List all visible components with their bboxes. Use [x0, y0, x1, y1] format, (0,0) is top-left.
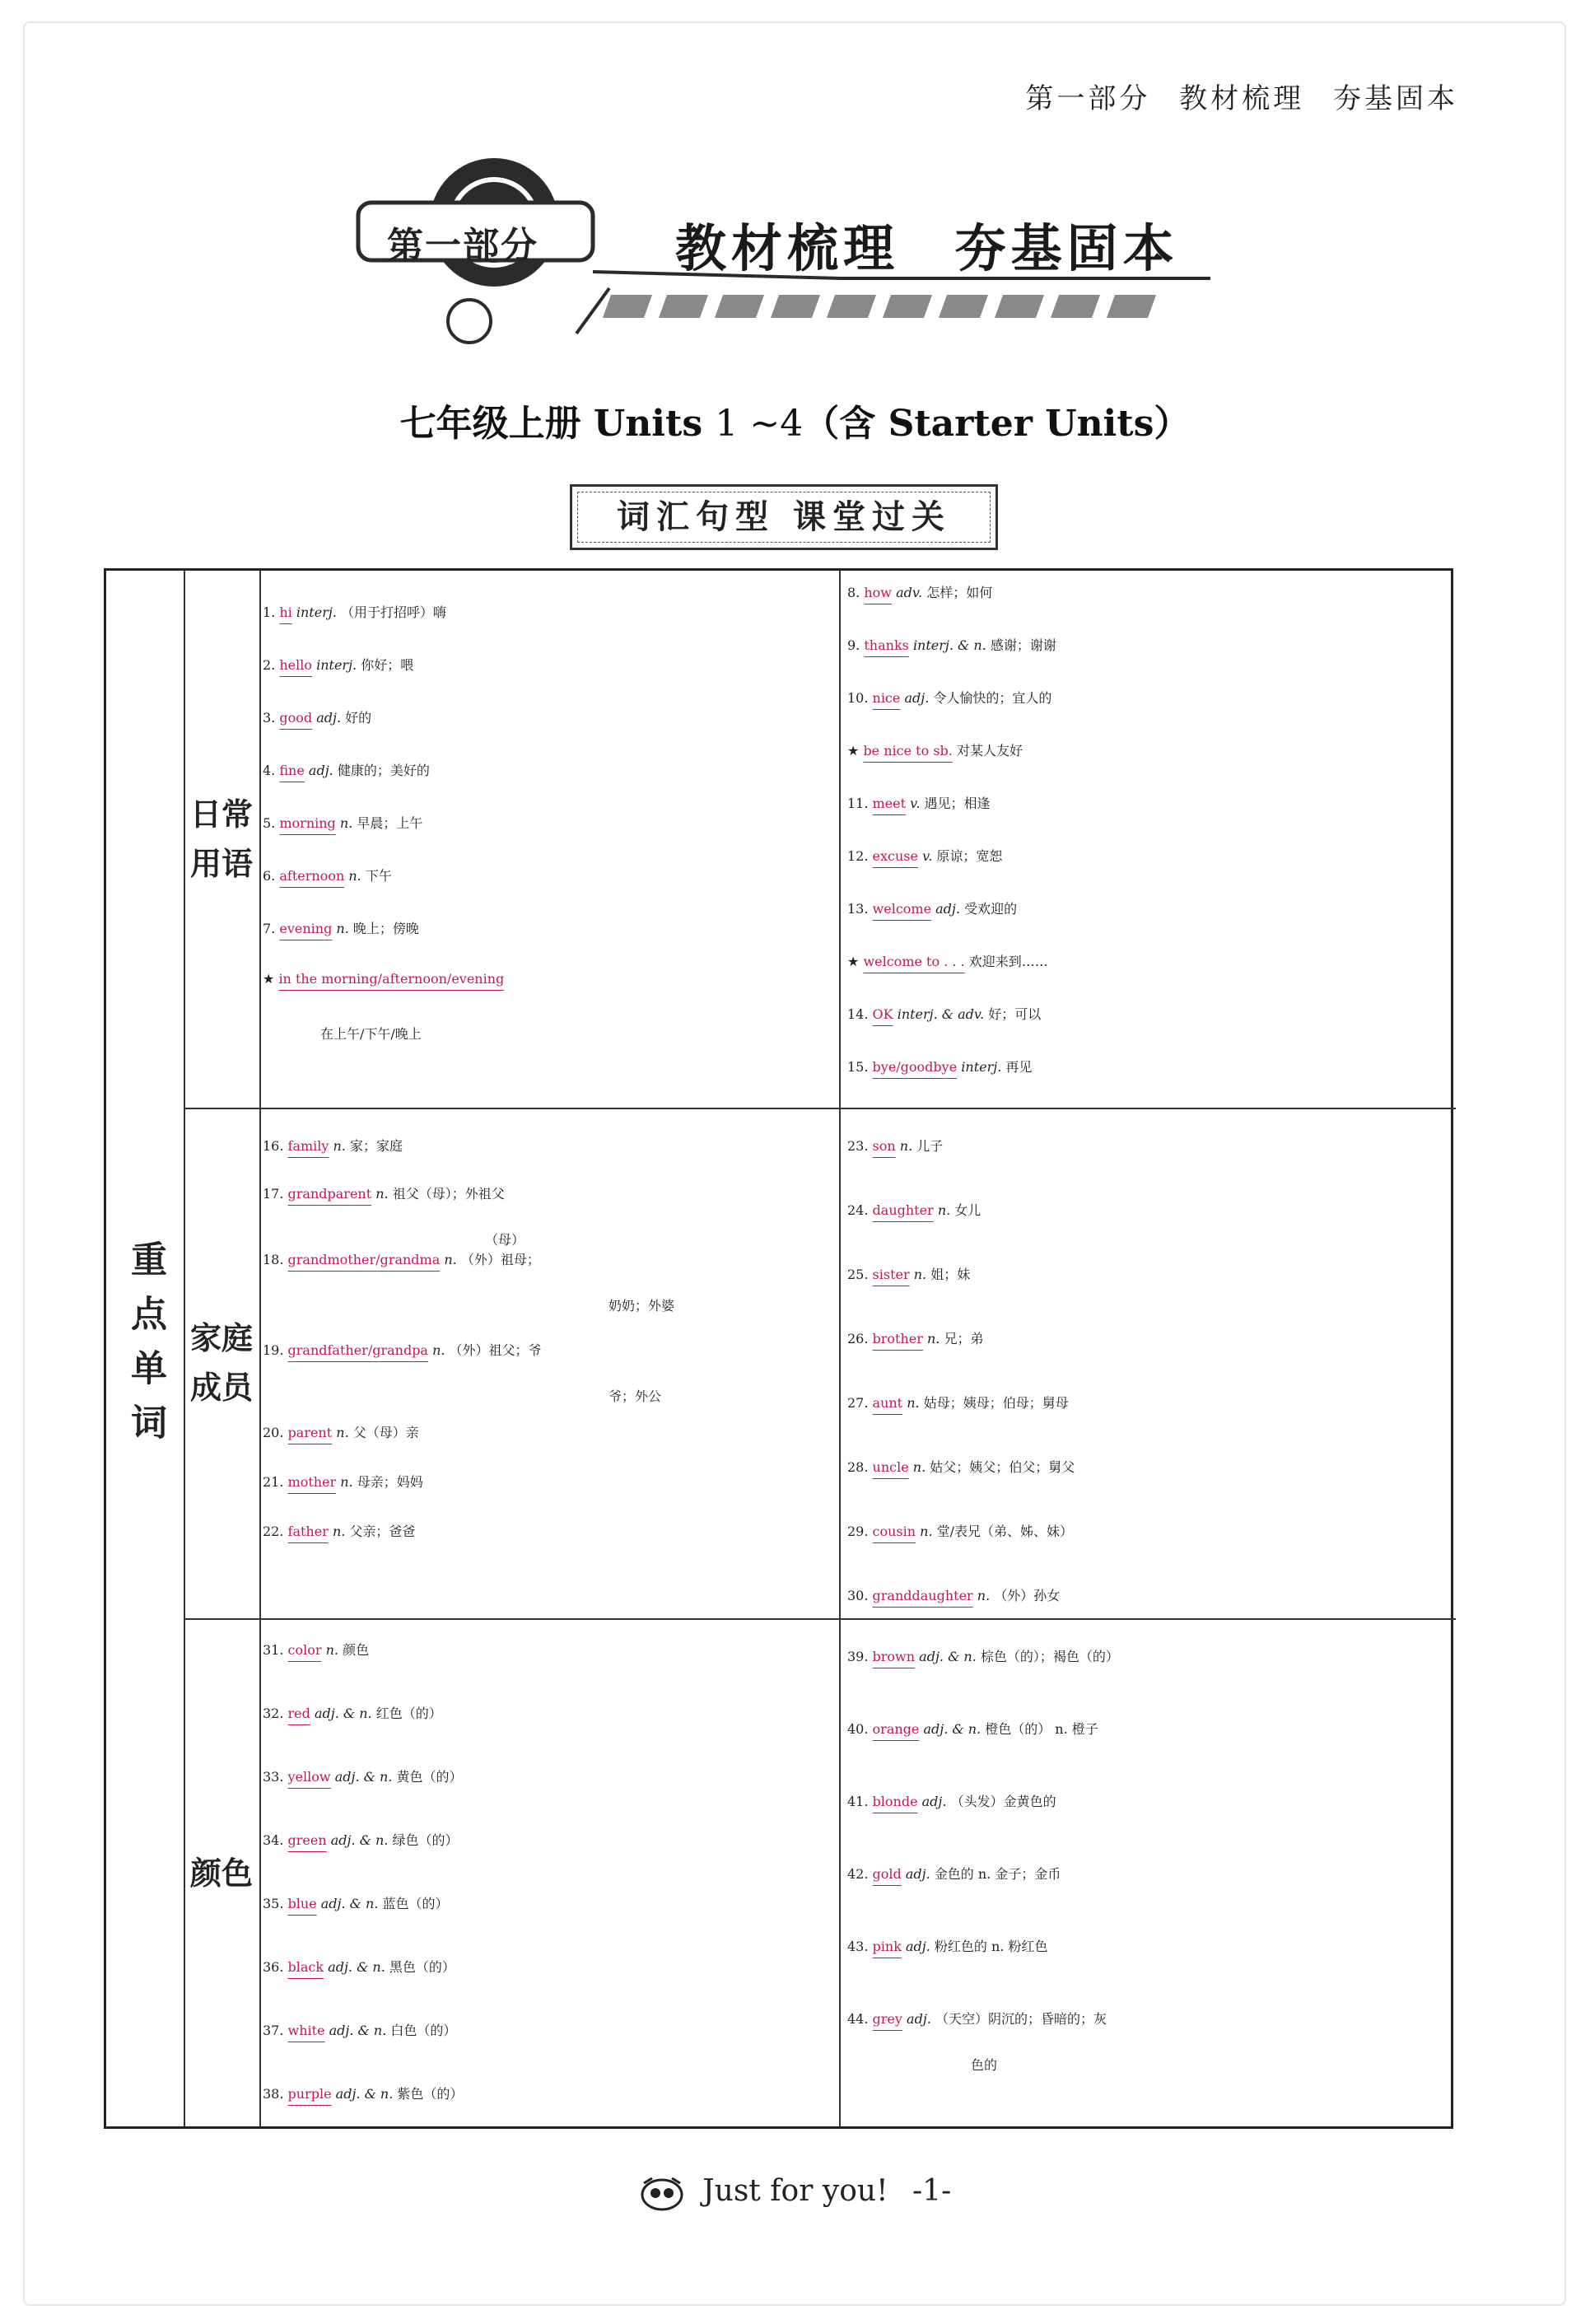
answer-word: brother — [872, 1331, 923, 1346]
entry-meaning: 健康的；美好的 — [337, 763, 430, 778]
entry-number: 19. — [263, 1342, 288, 1358]
answer-word: family — [287, 1138, 329, 1154]
entry-number: 9. — [847, 637, 865, 653]
left-entry — [263, 2084, 463, 2102]
right-entry — [847, 2009, 1107, 2028]
part-of-speech: n. — [336, 1425, 349, 1440]
entry-meaning: 颜色 — [343, 1642, 370, 1658]
right-entry — [847, 793, 991, 812]
left-entry — [263, 760, 430, 779]
entry-number: 20. — [263, 1425, 288, 1440]
entry-meaning: 姐；妹 — [930, 1267, 971, 1282]
part-of-speech: adj. & n. — [335, 2086, 394, 2102]
answer-word: excuse — [872, 848, 918, 864]
entry-meaning: 红色（的） — [375, 1706, 442, 1721]
vocabulary-table — [104, 568, 1453, 2129]
section-label — [184, 1618, 259, 2129]
entry-meaning: 姑母；姨母；伯母；舅母 — [923, 1395, 1069, 1411]
entry-number: 23. — [847, 1138, 873, 1154]
banner-stripes — [603, 295, 1156, 318]
entry-number: 25. — [847, 1267, 873, 1282]
part-of-speech: n. — [340, 1474, 353, 1490]
left-entry — [263, 918, 419, 937]
entry-meaning: （外）祖母； — [460, 1252, 540, 1267]
entry-number: 42. — [847, 1866, 873, 1882]
entry-number: 21. — [263, 1474, 288, 1490]
entry-number: 16. — [263, 1138, 288, 1154]
answer-word: uncle — [872, 1459, 909, 1475]
answer-word: parent — [287, 1425, 333, 1440]
part-of-speech: adj. & n. — [320, 1896, 379, 1911]
entry-number: ★ — [847, 954, 864, 969]
answer-word: OK — [872, 1006, 893, 1022]
right-entry — [847, 846, 1002, 865]
entry-meaning: 好；可以 — [988, 1006, 1042, 1022]
entry-number: 44. — [847, 2011, 873, 2027]
right-entry — [847, 1864, 1061, 1883]
part-of-speech: adj. — [316, 710, 342, 726]
subtitle-prefix: 七年级上册 Units — [399, 403, 716, 445]
entry-number: 12. — [847, 848, 873, 864]
left-entry — [263, 866, 392, 884]
entry-meaning: 好的 — [345, 710, 372, 726]
entry-meaning: 受欢迎的 — [964, 901, 1018, 917]
section-label-text: 颜色 — [189, 1855, 253, 1892]
main-category — [106, 571, 184, 2126]
entry-number: 43. — [847, 1939, 873, 1954]
answer-word: welcome to . . . — [863, 954, 965, 969]
answer-word: cousin — [872, 1524, 916, 1539]
entry-number: 13. — [847, 901, 873, 917]
part-of-speech: interj. — [961, 1059, 1002, 1075]
answer-word: white — [287, 2023, 325, 2038]
part-of-speech: adv. — [896, 585, 923, 600]
part-of-speech: interj. — [316, 657, 357, 673]
entry-number: 2. — [263, 657, 280, 673]
entry-continuation: 爷；外公 — [608, 1388, 662, 1404]
left-entry — [263, 2020, 456, 2039]
entry-number: 11. — [847, 796, 873, 811]
entry-number: 22. — [263, 1524, 288, 1539]
entry-meaning: 再见 — [1005, 1059, 1033, 1075]
answer-word: yellow — [287, 1769, 331, 1785]
entry-meaning: 姑父；姨父；伯父；舅父 — [930, 1459, 1075, 1475]
part-of-speech: adj. — [935, 901, 960, 917]
right-entry — [847, 1457, 1075, 1476]
entry-meaning: 感谢；谢谢 — [990, 637, 1056, 653]
right-entry — [847, 688, 1051, 707]
answer-word: fine — [279, 763, 305, 778]
left-entry — [263, 1183, 505, 1202]
part-of-speech: adj. — [921, 1794, 947, 1809]
right-entry — [847, 1646, 1119, 1665]
entry-continuation: （母） — [485, 1232, 525, 1248]
answer-word: color — [287, 1642, 322, 1658]
entry-continuation: 色的 — [971, 2057, 998, 2073]
answer-word: welcome — [872, 901, 932, 917]
entry-number: 14. — [847, 1006, 873, 1022]
left-entry — [263, 971, 504, 987]
answer-word: nice — [872, 690, 901, 706]
part-of-speech: n. — [927, 1331, 940, 1346]
entry-number: 35. — [263, 1896, 288, 1911]
left-entry — [263, 1703, 442, 1722]
left-entry — [263, 1830, 459, 1849]
entry-number: ★ — [263, 971, 279, 987]
answer-word: thanks — [864, 637, 909, 653]
answer-word: green — [287, 1832, 327, 1848]
right-entry — [847, 740, 1023, 759]
entry-number: 3. — [263, 710, 280, 726]
part-of-speech: n. — [375, 1186, 389, 1202]
entry-meaning: 遇见；相逢 — [924, 796, 991, 811]
entry-number: 7. — [263, 921, 280, 936]
answer-word: mother — [287, 1474, 337, 1490]
entry-meaning: 粉红色的 n. 粉红色 — [934, 1939, 1048, 1954]
answer-word: purple — [287, 2086, 332, 2102]
entry-meaning: 堂/表兄（弟、姊、妹） — [936, 1524, 1074, 1539]
entry-meaning: 怎样；如何 — [926, 585, 993, 600]
owl-logo-icon — [639, 2175, 685, 2211]
entry-meaning: 黄色（的） — [396, 1769, 463, 1785]
right-entry — [847, 1264, 970, 1283]
entry-number: 15. — [847, 1059, 873, 1075]
answer-word: hello — [279, 657, 312, 673]
left-entry — [263, 1766, 462, 1785]
part-of-speech: n. — [907, 1395, 920, 1411]
entry-number: 1. — [263, 604, 280, 620]
answer-word: grandfather/grandpa — [287, 1342, 428, 1358]
main-category-label: 重点单词 — [124, 1239, 166, 1458]
part-of-speech: n. — [339, 815, 353, 831]
entry-number: 5. — [263, 815, 280, 831]
part-of-speech: interj. & n. — [912, 637, 986, 653]
entry-number: 36. — [263, 1959, 288, 1975]
answer-word: grandparent — [287, 1186, 372, 1202]
entry-number: 26. — [847, 1331, 873, 1346]
entry-meaning: 兄；弟 — [944, 1331, 984, 1346]
entry-meaning: 欢迎来到…… — [968, 954, 1048, 969]
part-of-speech: adj. & n. — [314, 1706, 372, 1721]
entry-meaning: 母亲；妈妈 — [357, 1474, 423, 1490]
entry-meaning: 绿色（的） — [392, 1832, 459, 1848]
entry-meaning: 白色（的） — [390, 2023, 457, 2038]
entry-meaning: （头发）金黄色的 — [950, 1794, 1056, 1809]
entry-meaning: （外）祖父；爷 — [449, 1342, 542, 1358]
entry-meaning: 父（母）亲 — [352, 1425, 419, 1440]
entry-meaning: 原谅；宽恕 — [936, 848, 1003, 864]
section-label-text: 日常用语 — [189, 796, 253, 882]
entry-number: 10. — [847, 690, 873, 706]
entry-number: 38. — [263, 2086, 288, 2102]
entry-number: 27. — [847, 1395, 873, 1411]
right-entry — [847, 1057, 1032, 1076]
section-title: 教材梳理 夯基固本 — [675, 218, 1179, 278]
entry-number: 28. — [847, 1459, 873, 1475]
answer-word: evening — [279, 921, 333, 936]
part-of-speech: interj. & adv. — [897, 1006, 985, 1022]
answer-word: orange — [872, 1721, 920, 1737]
entry-continuation: 奶奶；外婆 — [608, 1298, 675, 1314]
left-entry — [263, 1957, 455, 1976]
part-of-speech: interj. — [296, 604, 337, 620]
part-of-speech: n. — [913, 1267, 927, 1282]
section-label — [184, 571, 259, 1108]
part-of-speech: adj. — [904, 690, 930, 706]
right-entry — [847, 898, 1017, 917]
entry-number: 32. — [263, 1706, 288, 1721]
right-entry — [847, 1936, 1047, 1955]
part-of-speech: n. — [333, 1138, 346, 1154]
left-entry — [263, 1340, 542, 1359]
answer-word: father — [287, 1524, 329, 1539]
answer-word: morning — [279, 815, 336, 831]
entry-number: 34. — [263, 1832, 288, 1848]
table-vline — [839, 571, 841, 2126]
part-of-speech: adj. & n. — [923, 1721, 982, 1737]
part-of-speech: adj. & n. — [334, 1769, 393, 1785]
entry-number: 17. — [263, 1186, 288, 1202]
part-of-speech: adj. & n. — [329, 2023, 387, 2038]
part-of-speech: adj. — [905, 1939, 930, 1954]
part-of-speech: n. — [332, 1524, 346, 1539]
entry-number: 33. — [263, 1769, 288, 1785]
section-badge — [570, 484, 998, 550]
entry-number: 41. — [847, 1794, 873, 1809]
entry-meaning: （用于打招呼）嗨 — [340, 604, 446, 620]
entry-meaning: 儿子 — [916, 1138, 944, 1154]
left-entry — [263, 1422, 419, 1441]
entry-number: 30. — [847, 1588, 873, 1603]
entry-meaning: 蓝色（的） — [382, 1896, 449, 1911]
right-entry — [847, 635, 1056, 654]
part-of-speech: adj. — [308, 763, 333, 778]
answer-word: pink — [872, 1939, 902, 1954]
answer-word: blue — [287, 1896, 317, 1911]
answer-word: afternoon — [279, 868, 345, 884]
entry-meaning: 父亲；爸爸 — [349, 1524, 416, 1539]
entry-meaning: 对某人友好 — [956, 743, 1023, 758]
section-divider — [184, 1618, 1456, 1620]
entry-meaning: 橙色（的） n. 橙子 — [985, 1721, 1098, 1737]
part-of-speech: adj. — [907, 2011, 931, 2027]
right-entry — [847, 582, 992, 601]
answer-word: grey — [872, 2011, 902, 2027]
entry-meaning: 祖父（母）；外祖父 — [392, 1186, 505, 1202]
answer-word: aunt — [872, 1395, 903, 1411]
answer-word: bye/goodbye — [872, 1059, 958, 1075]
left-entry — [263, 1249, 540, 1268]
left-entry — [263, 1640, 369, 1659]
answer-word: son — [872, 1138, 896, 1154]
right-entry — [847, 1585, 1060, 1604]
table-vline — [259, 571, 261, 2126]
right-entry — [847, 1719, 1098, 1738]
banner-diagonal — [576, 288, 609, 334]
entry-number: 6. — [263, 868, 280, 884]
answer-word: sister — [872, 1267, 910, 1282]
entry-number: 31. — [263, 1642, 288, 1658]
entry-number: 24. — [847, 1202, 873, 1218]
entry-meaning: 紫色（的） — [397, 2086, 464, 2102]
answer-word: daughter — [872, 1202, 934, 1218]
entry-meaning: 下午 — [365, 868, 392, 884]
left-entry — [263, 1893, 449, 1912]
right-entry — [847, 1521, 1073, 1540]
entry-continuation: 在上午/下午/晚上 — [320, 1026, 422, 1042]
answer-word: gold — [872, 1866, 902, 1882]
answer-word: granddaughter — [872, 1588, 973, 1603]
right-entry — [847, 1136, 943, 1155]
entry-number: 8. — [847, 585, 865, 600]
unit-subtitle — [0, 394, 1590, 446]
part-of-speech: n. — [977, 1588, 991, 1603]
entry-meaning: 你好；喂 — [361, 657, 414, 673]
entry-number: 37. — [263, 2023, 288, 2038]
page-footer — [0, 2174, 1590, 2211]
part-of-speech: adj. & n. — [330, 1832, 389, 1848]
answer-word: how — [864, 585, 892, 600]
part-of-speech: n. — [912, 1459, 926, 1475]
answer-word: in the morning/afternoon/evening — [278, 971, 505, 987]
section-label-text: 家庭成员 — [189, 1320, 253, 1406]
entry-meaning: 早晨；上午 — [357, 815, 423, 831]
right-entry — [847, 1791, 1056, 1810]
part-of-speech: n. — [325, 1642, 339, 1658]
subtitle-suffix: （含 Starter Units） — [803, 403, 1191, 445]
part-of-speech: adj. & n. — [919, 1649, 977, 1664]
entry-number: 39. — [847, 1649, 873, 1664]
part-of-speech: n. — [336, 921, 349, 936]
entry-meaning: 令人愉快的；宜人的 — [933, 690, 1052, 706]
left-entry — [263, 707, 371, 726]
section-label — [184, 1108, 259, 1618]
answer-word: meet — [872, 796, 907, 811]
left-entry — [263, 1472, 423, 1491]
answer-word: good — [279, 710, 313, 726]
right-entry — [847, 1004, 1041, 1023]
subtitle-range: 1 ~4 — [715, 403, 804, 445]
left-entry — [263, 813, 422, 832]
entry-meaning: 棕色（的）；褐色（的） — [980, 1649, 1119, 1664]
part-of-speech: n. — [432, 1342, 445, 1358]
left-entry — [263, 602, 446, 621]
entry-meaning: 女儿 — [954, 1202, 982, 1218]
left-entry — [263, 1136, 403, 1155]
part-of-speech: v. — [910, 796, 921, 811]
right-entry — [847, 1328, 984, 1347]
answer-word: black — [287, 1959, 324, 1975]
part-label: 第一部分 — [387, 225, 539, 267]
part-of-speech: n. — [937, 1202, 951, 1218]
part-of-speech: adj. — [905, 1866, 930, 1882]
banner-small-circle — [448, 300, 491, 343]
right-entry — [847, 1393, 1069, 1412]
part-of-speech: v. — [922, 848, 933, 864]
left-entry — [263, 1521, 415, 1540]
entry-meaning: （天空）阴沉的；昏暗的；灰 — [935, 2011, 1107, 2027]
part-of-speech: n. — [444, 1252, 457, 1267]
part-of-speech: n. — [348, 868, 361, 884]
answer-word: brown — [872, 1649, 916, 1664]
entry-meaning: （外）孙女 — [994, 1588, 1061, 1603]
right-entry — [847, 951, 1048, 970]
entry-number: 40. — [847, 1721, 873, 1737]
section-divider — [184, 1108, 1456, 1109]
entry-meaning: 黑色（的） — [389, 1959, 455, 1975]
entry-meaning: 金色的 n. 金子；金币 — [934, 1866, 1061, 1882]
part-of-speech: n. — [920, 1524, 933, 1539]
entry-number: 4. — [263, 763, 280, 778]
entry-number: ★ — [847, 743, 864, 758]
answer-word: hi — [279, 604, 292, 620]
entry-meaning: 家；家庭 — [350, 1138, 403, 1154]
footer-slogan: Just for you! — [702, 2174, 888, 2208]
right-entry — [847, 1200, 981, 1219]
entry-number: 29. — [847, 1524, 873, 1539]
part-of-speech: n. — [899, 1138, 913, 1154]
page-number: -1- — [912, 2174, 952, 2208]
answer-word: red — [287, 1706, 310, 1721]
answer-word: blonde — [872, 1794, 918, 1809]
section-badge-text: 词汇句型 课堂过关 — [617, 498, 951, 536]
answer-word: be nice to sb. — [863, 743, 953, 758]
running-head: 第一部分 教材梳理 夯基固本 — [1025, 82, 1458, 115]
answer-word: grandmother/grandma — [287, 1252, 441, 1267]
left-entry — [263, 655, 413, 674]
entry-number: 18. — [263, 1252, 288, 1267]
part-of-speech: adj. & n. — [328, 1959, 385, 1975]
entry-meaning: 晚上；傍晚 — [352, 921, 419, 936]
